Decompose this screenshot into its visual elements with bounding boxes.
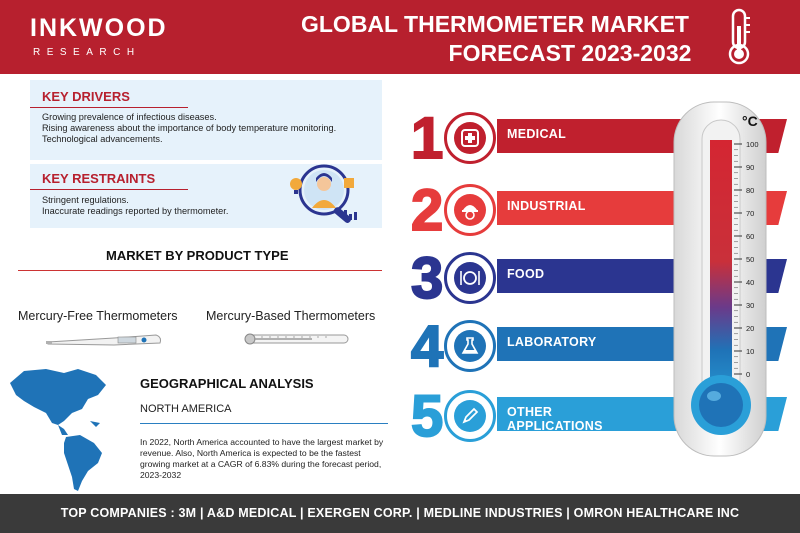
thermometer-tick-label: 100 [746,140,759,149]
americas-map-icon [6,365,136,493]
key-driver-item: Growing prevalence of infectious diseases. [42,112,217,122]
geo-description: In 2022, North America accounted to have the largest market by revenue. Also, North America is expected to be the fastest growing market at a CAGR of 6.83% during the forecast period, 2023-2032 [140,437,384,480]
key-driver-item: Rising awareness about the importance of body temperature monitoring. [42,123,337,133]
thermometer-tick-label: 10 [746,347,755,356]
market-by-product-title: MARKET BY PRODUCT TYPE [106,248,289,263]
application-label: FOOD [507,267,545,281]
application-label: LABORATORY [507,335,597,349]
application-icon-circle [444,252,496,304]
big-thermometer-graphic [670,100,770,460]
logo-sub: RESEARCH [33,47,141,58]
plate-cutlery-icon [454,262,486,294]
application-number: 3 [411,246,444,311]
key-restraint-item: Stringent regulations. [42,195,129,205]
hard-hat-worker-icon [454,194,486,226]
key-drivers-underline [30,107,188,108]
thermometer-tick-label: 30 [746,301,755,310]
application-label: MEDICAL [507,127,567,141]
market-by-product-divider [18,270,382,271]
application-icon-circle [444,184,496,236]
logo-main: INKWOOD [30,14,168,42]
key-drivers-box [30,80,382,160]
application-icon-circle [444,320,496,372]
pen-icon [454,400,486,432]
thermometer-tick-label: 50 [746,255,755,264]
application-icon-circle [444,112,496,164]
header-banner [0,0,800,74]
geo-analysis-title: GEOGRAPHICAL ANALYSIS [140,376,314,391]
application-number: 4 [411,314,444,379]
key-restraint-item: Inaccurate readings reported by thermometer. [42,206,229,216]
medical-cross-icon [454,122,486,154]
analyst-person-icon [282,162,366,232]
thermometer-icon [724,8,754,66]
key-restraints-underline [30,189,188,190]
application-number: 5 [411,384,444,449]
thermometer-tick-label: 20 [746,324,755,333]
lab-flask-icon [454,330,486,362]
page-title-line1: GLOBAL THERMOMETER MARKET [300,11,689,37]
thermometer-tick-label: 40 [746,278,755,287]
thermometer-tick-label: 70 [746,209,755,218]
application-icon-circle [444,390,496,442]
digital-thermometer-icon [44,328,164,350]
application-number: 1 [411,106,444,171]
thermometer-tick-label: 60 [746,232,755,241]
thermometer-tick-label: 0 [746,370,751,379]
page-title-line2: FORECAST 2023-2032 [448,40,692,66]
footer-bar [0,494,800,533]
thermometer-tick-label: 90 [746,163,755,172]
application-label: OTHER APPLICATIONS [507,405,603,433]
key-driver-item: Technological advancements. [42,134,163,144]
key-drivers-title: KEY DRIVERS [42,89,130,104]
thermometer-unit: °C [742,113,758,129]
thermometer-tick-label: 80 [746,186,755,195]
product-label-mercury-free: Mercury-Free Thermometers [18,309,178,323]
application-label: INDUSTRIAL [507,199,586,213]
geo-divider [140,423,388,424]
application-number: 2 [411,178,444,243]
top-companies-text: TOP COMPANIES : 3M | A&D MEDICAL | EXERGEN CORP. | MEDLINE INDUSTRIES | OMRON HEALTHCARE INC [60,506,740,520]
mercury-thermometer-icon [242,330,354,348]
product-label-mercury-based: Mercury-Based Thermometers [206,309,376,323]
key-restraints-title: KEY RESTRAINTS [42,171,156,186]
geo-region: NORTH AMERICA [140,403,232,415]
